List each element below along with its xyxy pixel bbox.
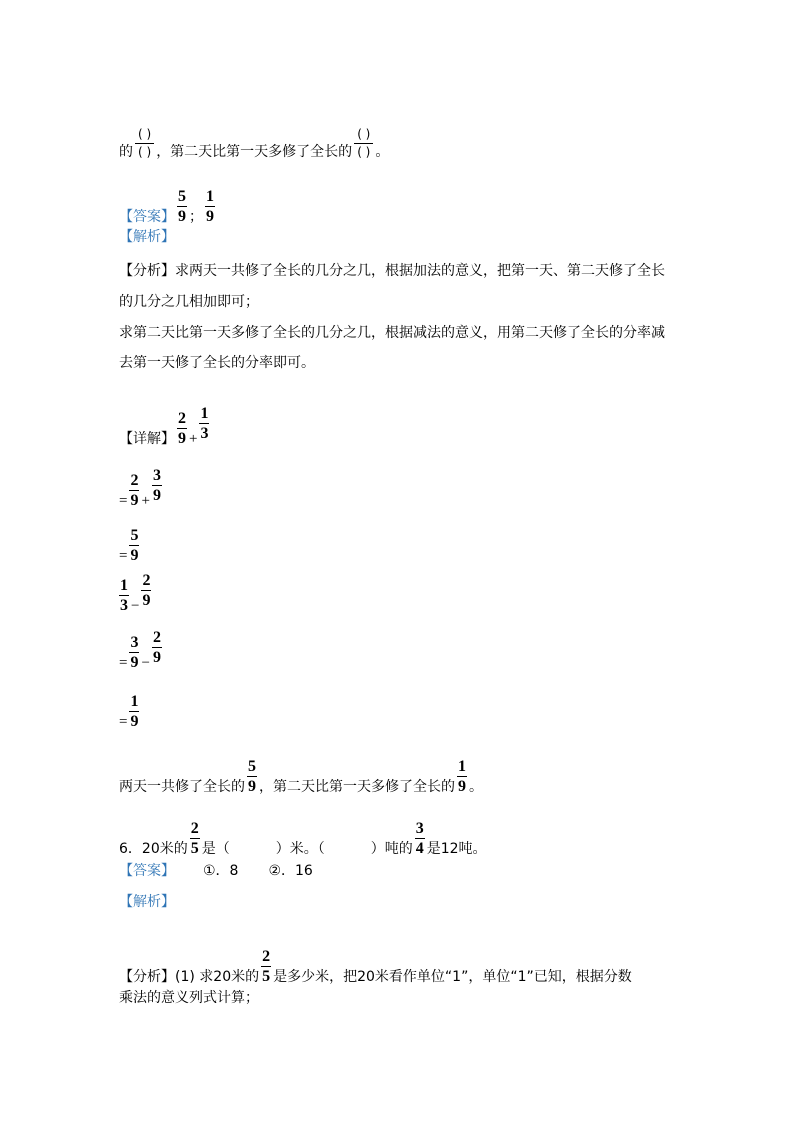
numerator: 2 — [142, 572, 151, 589]
fraction — [129, 472, 139, 509]
text: 6．20米的 — [119, 841, 188, 857]
fraction — [152, 629, 162, 666]
text: 是12吨。 — [426, 841, 487, 857]
answer-1: ①．8 — [203, 863, 239, 879]
blank-fraction — [135, 126, 154, 161]
numerator: 2 — [152, 629, 161, 646]
detail-step — [119, 527, 141, 565]
text: + — [141, 493, 150, 509]
denominator: 9 — [130, 492, 139, 509]
text: 【详解】 — [119, 431, 175, 447]
text: − — [131, 598, 140, 614]
numerator: 3 — [130, 634, 139, 651]
denominator: 9 — [248, 778, 256, 795]
denominator: 9 — [130, 547, 139, 564]
fraction — [261, 948, 271, 985]
analysis-line — [119, 262, 665, 280]
denominator: 9 — [142, 592, 151, 609]
fraction — [247, 758, 257, 795]
numerator: 5 — [178, 188, 186, 205]
fraction — [129, 693, 139, 730]
denominator: ( ) — [138, 145, 152, 159]
text: = — [119, 493, 128, 509]
denominator: 9 — [152, 649, 161, 666]
numerator: 5 — [248, 758, 256, 775]
fraction — [415, 820, 425, 857]
fraction — [129, 527, 139, 564]
text: 是（ — [201, 841, 230, 857]
numerator: 1 — [120, 577, 128, 594]
fraction — [141, 572, 151, 609]
text: 。 — [375, 144, 390, 160]
detail-step — [119, 629, 164, 672]
text: ）吨的 — [370, 841, 413, 857]
numerator: 1 — [458, 758, 466, 775]
denominator: 9 — [130, 654, 139, 671]
numerator: ( ) — [135, 126, 154, 144]
blank-fraction — [354, 126, 373, 161]
fraction — [129, 634, 139, 671]
denominator: 5 — [262, 968, 271, 985]
denominator: 3 — [200, 425, 209, 442]
analysis-label: 【解析】 — [119, 894, 175, 910]
text: ，第二天比第一天多修了全长的 — [259, 779, 455, 795]
fraction — [457, 758, 467, 795]
text: 是多少米，把20米看作单位“1”，单位“1”已知，根据分数 — [273, 969, 632, 985]
text: 求两天一共修了全长的几分之几，根据加法的意义，把第一天、第二天修了全长 — [175, 263, 665, 279]
numerator: 2 — [262, 948, 271, 965]
denominator: 9 — [130, 713, 139, 730]
numerator: 3 — [152, 467, 161, 484]
q6-answer — [119, 862, 313, 880]
denominator: ( ) — [357, 145, 371, 159]
fraction — [190, 820, 200, 857]
fraction — [205, 188, 215, 225]
q5-question-tail — [119, 126, 389, 161]
analysis-line: 求第二天比第一天多修了全长的几分之几，根据减法的意义，用第二天修了全长的分率减 — [119, 325, 665, 341]
numerator: 2 — [178, 410, 186, 427]
denominator: 9 — [178, 208, 186, 225]
text: ）米。（ — [275, 841, 325, 857]
numerator: 2 — [190, 820, 199, 837]
analysis-label: 【解析】 — [119, 229, 175, 245]
denominator: 4 — [415, 840, 424, 857]
text: ； — [189, 209, 203, 225]
denominator: 5 — [190, 840, 199, 857]
text: 两天一共修了全长的 — [119, 779, 245, 795]
q5-answer — [119, 188, 217, 226]
text: 【分析】(1) 求20米的 — [119, 969, 260, 985]
text: + — [189, 431, 198, 447]
numerator: 5 — [130, 527, 139, 544]
detail-step — [119, 693, 141, 731]
fraction — [152, 467, 162, 504]
detail-step — [119, 572, 153, 615]
detail-step — [119, 405, 211, 448]
numerator: 1 — [200, 405, 209, 422]
text: − — [141, 655, 150, 671]
answer-2: ②．16 — [268, 863, 313, 879]
numerator: 1 — [130, 693, 139, 710]
detail-step — [119, 467, 164, 510]
numerator: ( ) — [354, 126, 373, 144]
fraction — [199, 405, 209, 442]
text: = — [119, 655, 128, 671]
summary — [119, 758, 483, 796]
answer-label: 【答案】 — [119, 209, 175, 225]
text: 的 — [119, 144, 133, 160]
q6-analysis-line — [119, 948, 632, 986]
denominator: 3 — [120, 597, 128, 614]
text: = — [119, 548, 128, 564]
numerator: 3 — [415, 820, 424, 837]
denominator: 9 — [206, 208, 214, 225]
fraction — [177, 188, 187, 225]
numerator: 2 — [130, 472, 139, 489]
question-6 — [119, 820, 487, 858]
fraction — [177, 410, 187, 447]
answer-label: 【答案】 — [119, 863, 175, 879]
denominator: 9 — [178, 430, 186, 447]
analysis-line: 的几分之几相加即可； — [119, 294, 259, 310]
numerator: 1 — [206, 188, 214, 205]
analysis-line: 去第一天修了全长的分率即可。 — [119, 355, 315, 371]
fraction — [119, 577, 129, 614]
denominator: 9 — [152, 487, 161, 504]
text: 【分析】 — [119, 263, 175, 279]
q6-analysis-line: 乘法的意义列式计算； — [119, 990, 259, 1006]
text: = — [119, 714, 128, 730]
text: ，第二天比第一天多修了全长的 — [156, 144, 353, 160]
denominator: 9 — [458, 778, 466, 795]
text: 。 — [469, 779, 483, 795]
